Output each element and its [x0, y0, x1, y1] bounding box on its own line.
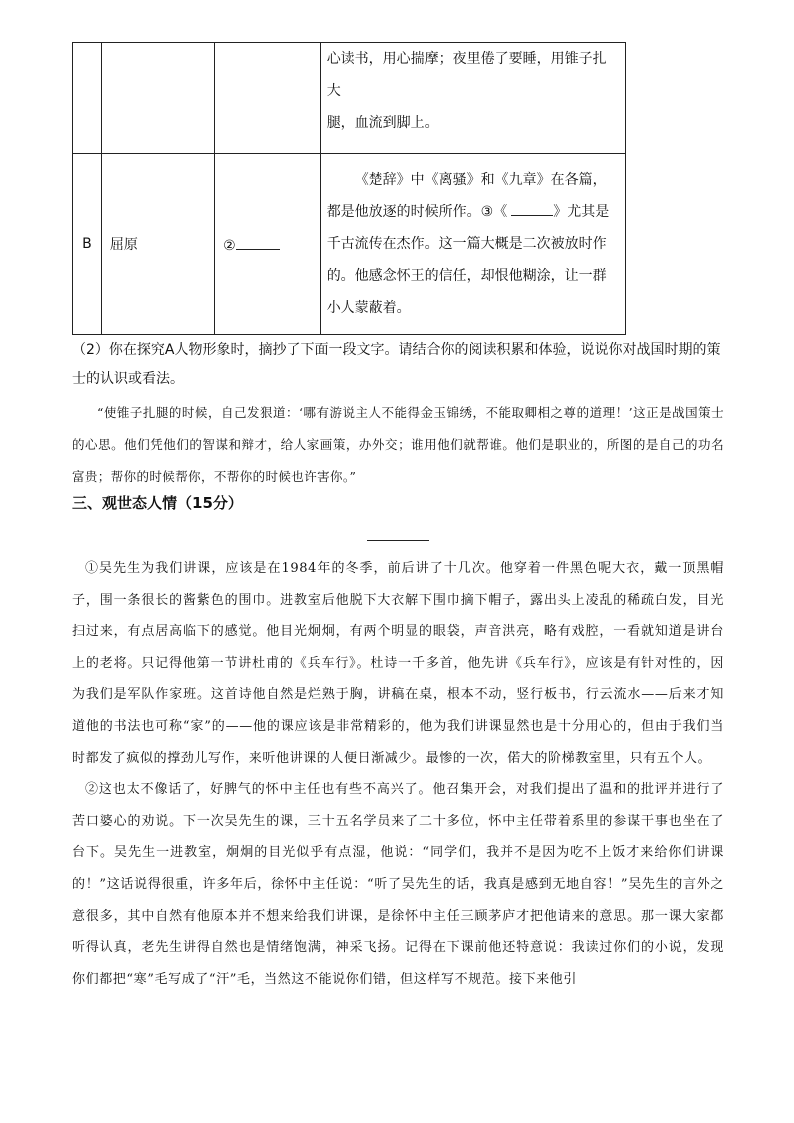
cell-empty-1 — [73, 43, 102, 154]
info-table — [72, 42, 626, 335]
fill-blank-3[interactable] — [511, 201, 553, 216]
fill-blank-2[interactable] — [236, 235, 280, 250]
cell-empty-3 — [215, 43, 321, 154]
description-part-2: 》尤其是千古流传在杰作。这一篇大概是二次被放时作的。他感念怀王的信任，却恨他糊涂，让一群小人蒙蔽着。 — [326, 204, 610, 316]
table-row-b — [73, 154, 626, 335]
quote-text: “使锥子扎腿的时候，自己发狠道：‘哪有游说主人不能得金玉锦绣，不能取卿相之尊的道理！’这正是战国策士的心思。他们凭他们的智谋和辩才，给人家画策，办外交；谁用他们就帮谁。他们是职业的，所图的是自己的功名富贵；帮你的时候帮你，不帮你的时候也许害你。” — [72, 405, 724, 484]
quoted-passage — [72, 397, 724, 493]
cell-letter: B — [73, 154, 102, 335]
cell-description — [320, 154, 625, 335]
cell-blank — [215, 154, 321, 335]
cell-name: 屈原 — [101, 154, 214, 335]
continued-line-1: 心读书，用心揣摩；夜里倦了要睡，用锥子扎大 — [326, 51, 607, 99]
continued-line-2: 腿，血流到脚上。 — [326, 115, 439, 131]
table-row-continued — [73, 43, 626, 154]
title-blank-line[interactable] — [367, 540, 429, 541]
blank-number: ② — [223, 237, 236, 254]
reading-passage — [72, 553, 724, 995]
question-2: （2）你在探究A人物形象时，摘抄了下面一段文字。请结合你的阅读积累和体验，说说你对战国时期的策士的认识或看法。 — [72, 342, 721, 387]
cell-continued-text — [320, 43, 625, 154]
description-part-1: 《楚辞》中《离骚》和《九章》在各篇，都是他放逐的时候所作。③《 — [326, 172, 607, 220]
section-heading: 三、观世态人情（15分） — [72, 494, 243, 512]
passage-paragraph-1: ①吴先生为我们讲课，应该是在1984年的冬季，前后讲了十几次。他穿着一件黑色呢大衣，戴一顶黑帽子，围一条很长的酱紫色的围巾。进教室后他脱下大衣解下围巾摘下帽子，露出头上凌乱的稀疏白发，目光扫过来，有点居高临下的感觉。他目光炯炯，有两个明显的眼袋，声音洪亮，略有戏腔，一看就知道是讲台上的老将。只记得他第一节讲杜甫的《兵车行》。杜诗一千多首，他先讲《兵车行》，应该是有针对性的，因为我们是军队作家班。这首诗他自然是烂熟于胸，讲稿在桌，根本不动，竖行板书，行云流水——后来才知道他的书法也可称“家”的——他的课应该是非常精彩的，他为我们讲课显然也是十分用心的，但由于我们当时都发了疯似的撑劲儿写作，来听他讲课的人便日渐减少。最惨的一次，偌大的阶梯教室里，只有五个人。 — [72, 561, 724, 766]
passage-paragraph-2: ②这也太不像话了，好脾气的怀中主任也有些不高兴了。他召集开会，对我们提出了温和的批评并进行了苦口婆心的劝说。下一次吴先生的课，三十五名学员来了二十多位，怀中主任带着系里的参谋干事也坐在了台下。吴先生一进教室，炯炯的目光似乎有点湿，他说：“同学们，我并不是因为吃不上饭才来给你们讲课的！”这话说得很重，许多年后，徐怀中主任说：“听了吴先生的话，我真是感到无地自容！”吴先生的言外之意很多，其中自然有他原本并不想来给我们讲课，是徐怀中主任三顾茅庐才把他请来的意思。那一课大家都听得认真，老先生讲得自然也是情绪饱满，神采飞扬。记得在下课前他还特意说：我读过你们的小说，发现你们都把“寒”毛写成了“汗”毛，当然这不能说你们错，但这样写不规范。接下来他引 — [72, 782, 724, 987]
cell-empty-2 — [101, 43, 214, 154]
